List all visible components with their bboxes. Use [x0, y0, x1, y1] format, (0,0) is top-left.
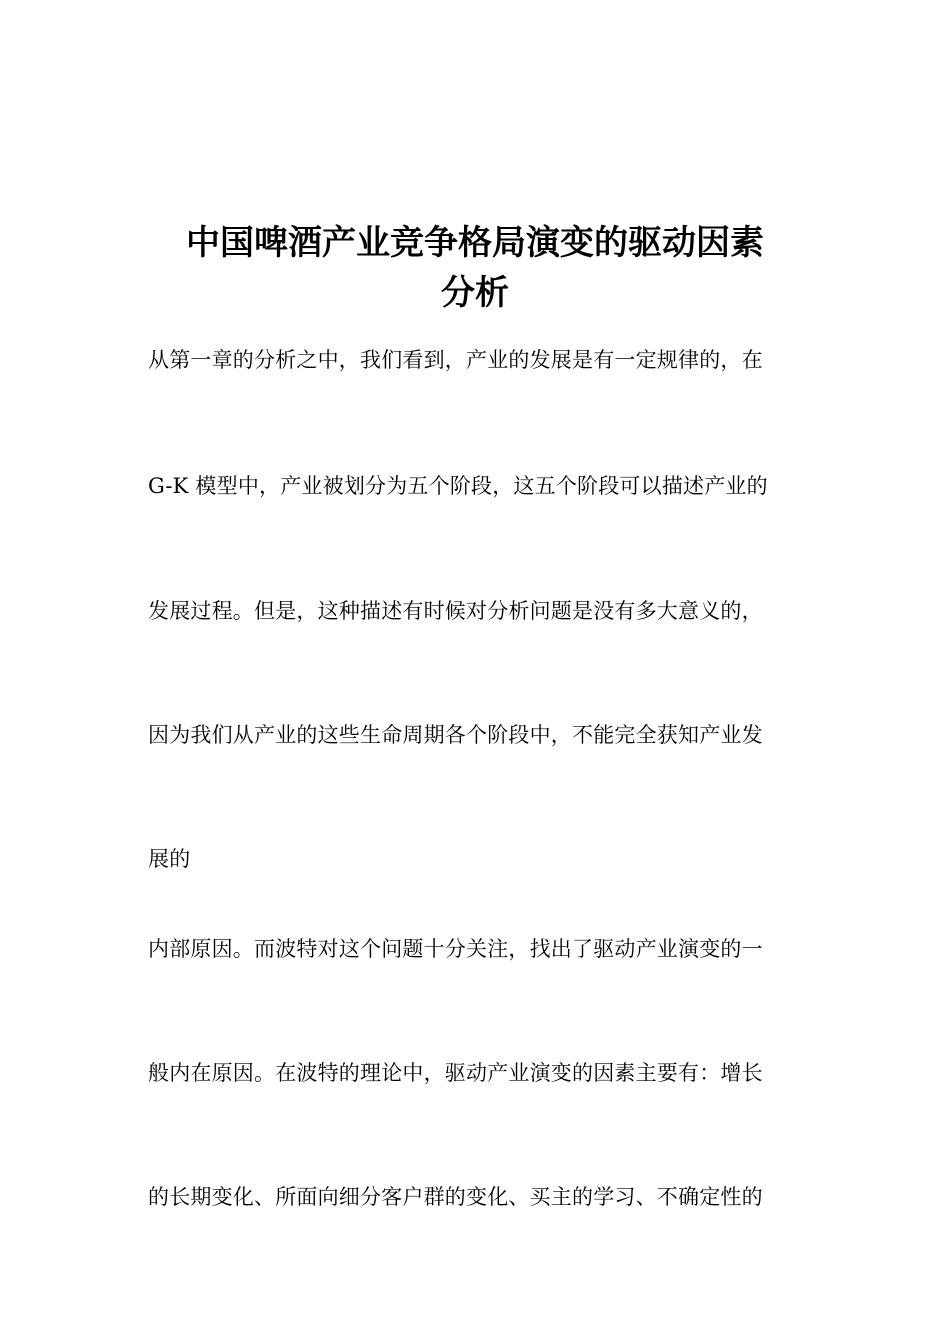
body-line-6: 内部原因。而波特对这个问题十分关注，找出了驱动产业演变的一 — [148, 937, 763, 961]
body-line-5: 展的 — [148, 847, 191, 871]
body-line-2: G-K 模型中，产业被划分为五个阶段，这五个阶段可以描述产业的 — [148, 474, 768, 498]
body-line-8: 的长期变化、所面向细分客户群的变化、买主的学习、不确定性的 — [148, 1185, 763, 1209]
body-line-4: 因为我们从产业的这些生命周期各个阶段中，不能完全获知产业发 — [148, 723, 763, 747]
body-line-3: 发展过程。但是，这种描述有时候对分析问题是没有多大意义的， — [148, 599, 763, 623]
document-title-line-2: 分析 — [441, 273, 509, 313]
body-line-7: 般内在原因。在波特的理论中，驱动产业演变的因素主要有：增长 — [148, 1061, 763, 1085]
document-title-line-1: 中国啤酒产业竞争格局演变的驱动因素 — [186, 223, 764, 263]
body-line-1: 从第一章的分析之中，我们看到，产业的发展是有一定规律的，在 — [148, 348, 763, 372]
